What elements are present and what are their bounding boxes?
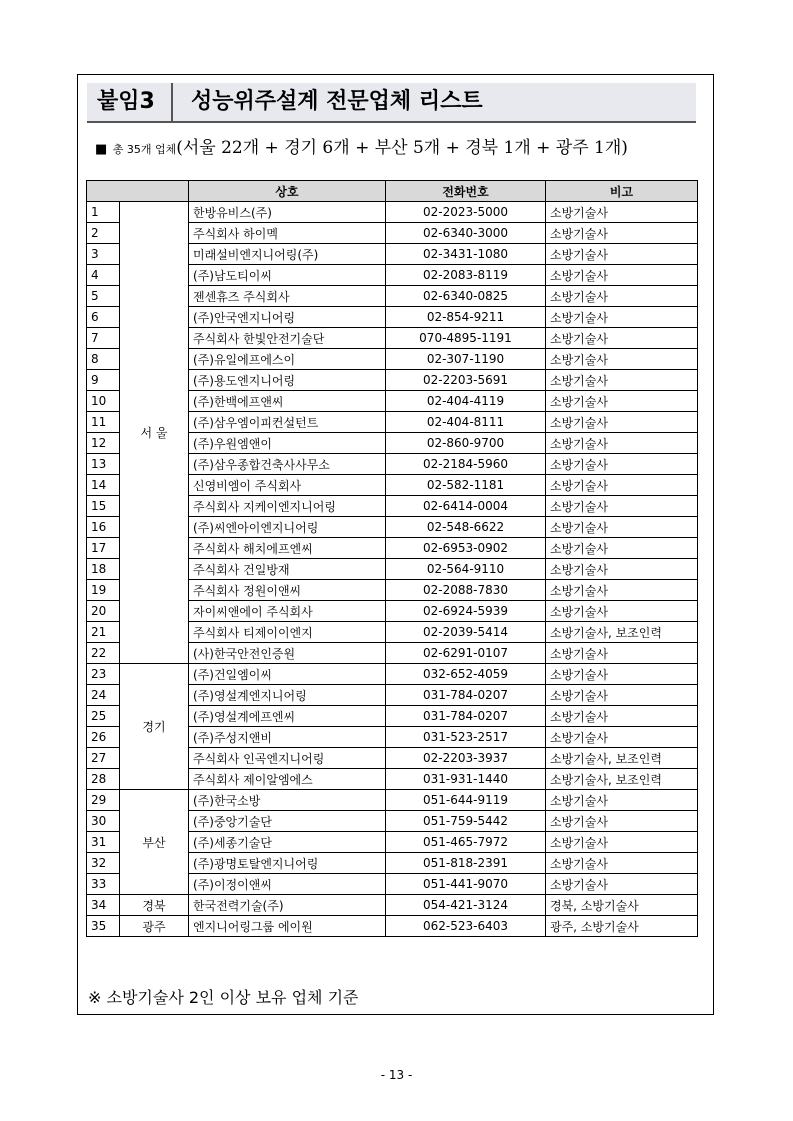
note-cell: 소방기술사 xyxy=(546,412,698,433)
phone-number: 031-523-2517 xyxy=(386,727,546,748)
note-cell: 소방기술사 xyxy=(546,475,698,496)
company-name: (주)세종기술단 xyxy=(189,832,386,853)
note-cell: 소방기술사 xyxy=(546,328,698,349)
company-name: 주식회사 정원이앤씨 xyxy=(189,580,386,601)
phone-number: 02-3431-1080 xyxy=(386,244,546,265)
company-name: (주)한백에프앤씨 xyxy=(189,391,386,412)
summary-breakdown: (서울 22개 + 경기 6개 + 부산 5개 + 경북 1개 + 광주 1개) xyxy=(176,138,628,158)
note-cell: 소방기술사 xyxy=(546,685,698,706)
row-number: 13 xyxy=(87,454,120,475)
company-name: (주)건일엠이씨 xyxy=(189,664,386,685)
row-number: 15 xyxy=(87,496,120,517)
row-number: 5 xyxy=(87,286,120,307)
note-cell: 소방기술사 xyxy=(546,832,698,853)
phone-number: 051-644-9119 xyxy=(386,790,546,811)
company-name: 젠센휴즈 주식회사 xyxy=(189,286,386,307)
phone-number: 02-307-1190 xyxy=(386,349,546,370)
phone-number: 051-759-5442 xyxy=(386,811,546,832)
phone-number: 02-6924-5939 xyxy=(386,601,546,622)
phone-number: 070-4895-1191 xyxy=(386,328,546,349)
phone-number: 051-441-9070 xyxy=(386,874,546,895)
phone-number: 02-2088-7830 xyxy=(386,580,546,601)
row-number: 35 xyxy=(87,916,120,937)
row-number: 28 xyxy=(87,769,120,790)
company-name: (주)삼우엠이피컨설턴트 xyxy=(189,412,386,433)
company-name: (주)중앙기술단 xyxy=(189,811,386,832)
phone-number: 032-652-4059 xyxy=(386,664,546,685)
row-number: 8 xyxy=(87,349,120,370)
row-number: 25 xyxy=(87,706,120,727)
summary-line xyxy=(95,136,628,162)
note-cell: 광주, 소방기술사 xyxy=(546,916,698,937)
company-name: (주)이정이앤씨 xyxy=(189,874,386,895)
note-cell: 소방기술사, 보조인력 xyxy=(546,622,698,643)
company-name: (주)영설계엔지니어링 xyxy=(189,685,386,706)
row-number: 24 xyxy=(87,685,120,706)
company-name: (주)용도엔지니어링 xyxy=(189,370,386,391)
note-cell: 소방기술사 xyxy=(546,307,698,328)
table-row xyxy=(87,202,698,223)
row-number: 6 xyxy=(87,307,120,328)
row-number: 27 xyxy=(87,748,120,769)
table-row xyxy=(87,664,698,685)
table-header-row xyxy=(87,181,698,202)
phone-number: 02-404-8111 xyxy=(386,412,546,433)
company-name: 한국전력기술(주) xyxy=(189,895,386,916)
phone-number: 031-931-1440 xyxy=(386,769,546,790)
note-cell: 소방기술사 xyxy=(546,454,698,475)
page-number: - 13 - xyxy=(380,1068,413,1082)
table-row xyxy=(87,895,698,916)
phone-number: 02-6340-0825 xyxy=(386,286,546,307)
row-number: 20 xyxy=(87,601,120,622)
note-cell: 소방기술사 xyxy=(546,496,698,517)
note-cell: 소방기술사 xyxy=(546,538,698,559)
row-number: 16 xyxy=(87,517,120,538)
phone-number: 02-6414-0004 xyxy=(386,496,546,517)
row-number: 14 xyxy=(87,475,120,496)
company-name: (주)씨엔아이엔지니어링 xyxy=(189,517,386,538)
title-bar xyxy=(87,83,696,123)
company-name: 주식회사 지케이엔지니어링 xyxy=(189,496,386,517)
row-number: 21 xyxy=(87,622,120,643)
row-number: 34 xyxy=(87,895,120,916)
note-cell: 경북, 소방기술사 xyxy=(546,895,698,916)
phone-number: 02-582-1181 xyxy=(386,475,546,496)
phone-number: 02-6953-0902 xyxy=(386,538,546,559)
phone-number: 02-564-9110 xyxy=(386,559,546,580)
company-name: 주식회사 한빛안전기술단 xyxy=(189,328,386,349)
company-name: (주)한국소방 xyxy=(189,790,386,811)
row-number: 19 xyxy=(87,580,120,601)
company-name: 주식회사 해치에프엔씨 xyxy=(189,538,386,559)
row-number: 30 xyxy=(87,811,120,832)
note-cell: 소방기술사 xyxy=(546,790,698,811)
note-cell: 소방기술사 xyxy=(546,223,698,244)
row-number: 10 xyxy=(87,391,120,412)
company-name: (주)유일에프에스이 xyxy=(189,349,386,370)
phone-number: 02-6340-3000 xyxy=(386,223,546,244)
phone-number: 02-854-9211 xyxy=(386,307,546,328)
row-number: 22 xyxy=(87,643,120,664)
row-number: 1 xyxy=(87,202,120,223)
phone-number: 051-465-7972 xyxy=(386,832,546,853)
row-number: 31 xyxy=(87,832,120,853)
title-tag xyxy=(87,83,173,121)
phone-number: 02-404-4119 xyxy=(386,391,546,412)
company-name: (주)광명토탈엔지니어링 xyxy=(189,853,386,874)
note-cell: 소방기술사 xyxy=(546,853,698,874)
phone-number: 02-2023-5000 xyxy=(386,202,546,223)
company-name: 주식회사 제이알엠에스 xyxy=(189,769,386,790)
note-cell: 소방기술사 xyxy=(546,433,698,454)
company-name: (주)영설계에프엔씨 xyxy=(189,706,386,727)
bullet-square-icon: ■ xyxy=(95,142,108,157)
company-name: (주)안국엔지니어링 xyxy=(189,307,386,328)
row-number: 23 xyxy=(87,664,120,685)
row-number: 4 xyxy=(87,265,120,286)
phone-number: 02-2203-5691 xyxy=(386,370,546,391)
phone-number: 02-2083-8119 xyxy=(386,265,546,286)
vendor-table xyxy=(86,180,698,937)
note-cell: 소방기술사 xyxy=(546,706,698,727)
note-cell: 소방기술사 xyxy=(546,244,698,265)
company-name: 자이씨앤에이 주식회사 xyxy=(189,601,386,622)
note-cell: 소방기술사 xyxy=(546,391,698,412)
phone-number: 062-523-6403 xyxy=(386,916,546,937)
header-phone: 전화번호 xyxy=(386,181,546,202)
note-cell: 소방기술사 xyxy=(546,370,698,391)
note-cell: 소방기술사, 보조인력 xyxy=(546,748,698,769)
phone-number: 02-2039-5414 xyxy=(386,622,546,643)
row-number: 11 xyxy=(87,412,120,433)
note-cell: 소방기술사 xyxy=(546,559,698,580)
region-cell: 경기 xyxy=(120,664,189,790)
header-note: 비고 xyxy=(546,181,698,202)
table-row xyxy=(87,916,698,937)
phone-number: 02-860-9700 xyxy=(386,433,546,454)
region-cell: 부산 xyxy=(120,790,189,895)
region-cell: 서 울 xyxy=(120,202,189,664)
page-title: 성능위주설계 전문업체 리스트 xyxy=(191,89,483,114)
company-name: (주)우원엠앤이 xyxy=(189,433,386,454)
phone-number: 02-548-6622 xyxy=(386,517,546,538)
row-number: 18 xyxy=(87,559,120,580)
row-number: 12 xyxy=(87,433,120,454)
company-name: (사)한국안전인증원 xyxy=(189,643,386,664)
row-number: 33 xyxy=(87,874,120,895)
row-number: 32 xyxy=(87,853,120,874)
phone-number: 02-6291-0107 xyxy=(386,643,546,664)
row-number: 7 xyxy=(87,328,120,349)
company-name: 한방유비스(주) xyxy=(189,202,386,223)
row-number: 26 xyxy=(87,727,120,748)
note-cell: 소방기술사, 보조인력 xyxy=(546,769,698,790)
note-cell: 소방기술사 xyxy=(546,727,698,748)
company-name: 주식회사 하이멕 xyxy=(189,223,386,244)
company-name: 엔지니어링그룹 에이원 xyxy=(189,916,386,937)
row-number: 2 xyxy=(87,223,120,244)
phone-number: 031-784-0207 xyxy=(386,685,546,706)
note-cell: 소방기술사 xyxy=(546,349,698,370)
note-cell: 소방기술사 xyxy=(546,286,698,307)
note-cell: 소방기술사 xyxy=(546,811,698,832)
row-number: 29 xyxy=(87,790,120,811)
phone-number: 02-2203-3937 xyxy=(386,748,546,769)
note-cell: 소방기술사 xyxy=(546,601,698,622)
footnote: ※ 소방기술사 2인 이상 보유 업체 기준 xyxy=(88,988,359,1007)
title-tag-label: 붙임3 xyxy=(97,89,155,114)
phone-number: 031-784-0207 xyxy=(386,706,546,727)
header-region xyxy=(87,181,189,202)
note-cell: 소방기술사 xyxy=(546,643,698,664)
table-row xyxy=(87,790,698,811)
company-name: (주)삼우종합건축사사무소 xyxy=(189,454,386,475)
company-name: 신영비엠이 주식회사 xyxy=(189,475,386,496)
row-number: 3 xyxy=(87,244,120,265)
company-name: 주식회사 티제이이엔지 xyxy=(189,622,386,643)
note-cell: 소방기술사 xyxy=(546,202,698,223)
region-cell: 광주 xyxy=(120,916,189,937)
company-name: 주식회사 건일방재 xyxy=(189,559,386,580)
note-cell: 소방기술사 xyxy=(546,265,698,286)
row-number: 17 xyxy=(87,538,120,559)
phone-number: 02-2184-5960 xyxy=(386,454,546,475)
summary-total: 총 35개 업체 xyxy=(112,143,177,156)
region-cell: 경북 xyxy=(120,895,189,916)
note-cell: 소방기술사 xyxy=(546,517,698,538)
company-name: (주)주성지앤비 xyxy=(189,727,386,748)
phone-number: 054-421-3124 xyxy=(386,895,546,916)
row-number: 9 xyxy=(87,370,120,391)
company-name: 주식회사 인곡엔지니어링 xyxy=(189,748,386,769)
note-cell: 소방기술사 xyxy=(546,874,698,895)
table-body xyxy=(87,202,698,937)
company-name: 미래설비엔지니어링(주) xyxy=(189,244,386,265)
note-cell: 소방기술사 xyxy=(546,664,698,685)
header-name: 상호 xyxy=(189,181,386,202)
note-cell: 소방기술사 xyxy=(546,580,698,601)
company-name: (주)남도티이씨 xyxy=(189,265,386,286)
phone-number: 051-818-2391 xyxy=(386,853,546,874)
